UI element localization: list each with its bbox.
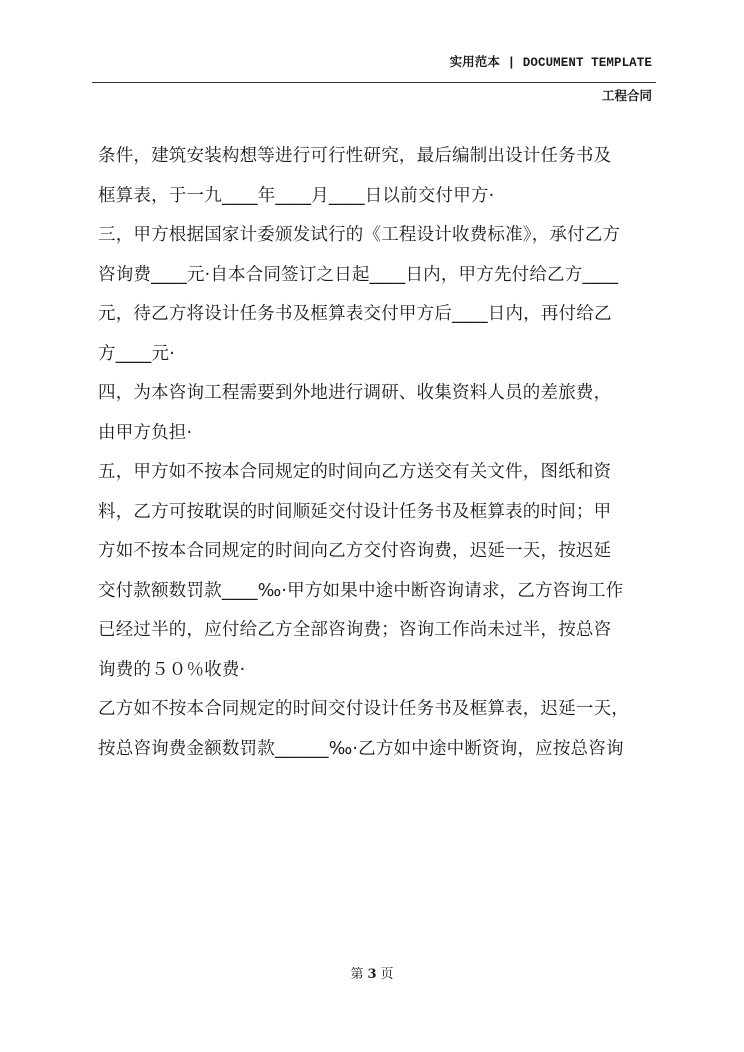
body-line: 框算表，于一九____年____月____日以前交付甲方· [98,185,495,206]
page-number-suffix: 页 [380,967,394,982]
body-line: 料，乙方可按耽误的时间顺延交付设计任务书及框算表的时间；甲 [98,501,612,522]
body-line: 方____元· [98,343,175,364]
body-line: 乙方如不按本合同规定的时间交付设计任务书及框算表，迟延一天， [98,699,629,719]
page-number-value: 3 [367,967,377,982]
body-line: 元，待乙方将设计任务书及框算表交付甲方后____日内，再付给乙 [98,304,612,324]
body-line: 条件，建筑安装构想等进行可行性研究，最后编制出设计任务书及 [98,146,612,166]
body-line: 询费的５０％收费· [98,659,246,680]
page-number [0,963,744,982]
body-line: 三，甲方根据国家计委颁发试行的《工程设计收费标准》，承付乙方 [98,225,621,245]
body-line: 咨询费____元·自本合同签订之日起____日内，甲方先付给乙方____ [98,264,619,285]
body-line: 已经过半的，应付给乙方全部咨询费；咨询工作尚未过半，按总咨 [98,620,612,640]
body-line: 四，为本咨询工程需要到外地进行调研、收集资料人员的差旅费， [98,383,612,403]
body-line: 由甲方负担· [98,422,193,443]
body-line: 五，甲方如不按本合同规定的时间向乙方送交有关文件，图纸和资 [98,462,612,482]
contract-body [98,137,658,769]
document-template-label: 实用范本 | DOCUMENT TEMPLATE [449,56,652,70]
body-line: 按总咨询费金额数罚款______‰·乙方如中途中断资询，应按总咨询 [98,738,624,759]
header-divider [92,82,656,83]
document-subtitle: 工程合同 [601,88,652,103]
body-line: 方如不按本合同规定的时间向乙方交付咨询费，迟延一天，按迟延 [98,541,612,561]
page-number-prefix: 第 [350,967,364,982]
body-line: 交付款额数罚款____‰·甲方如果中途中断咨询请求，乙方咨询工作 [98,580,624,601]
